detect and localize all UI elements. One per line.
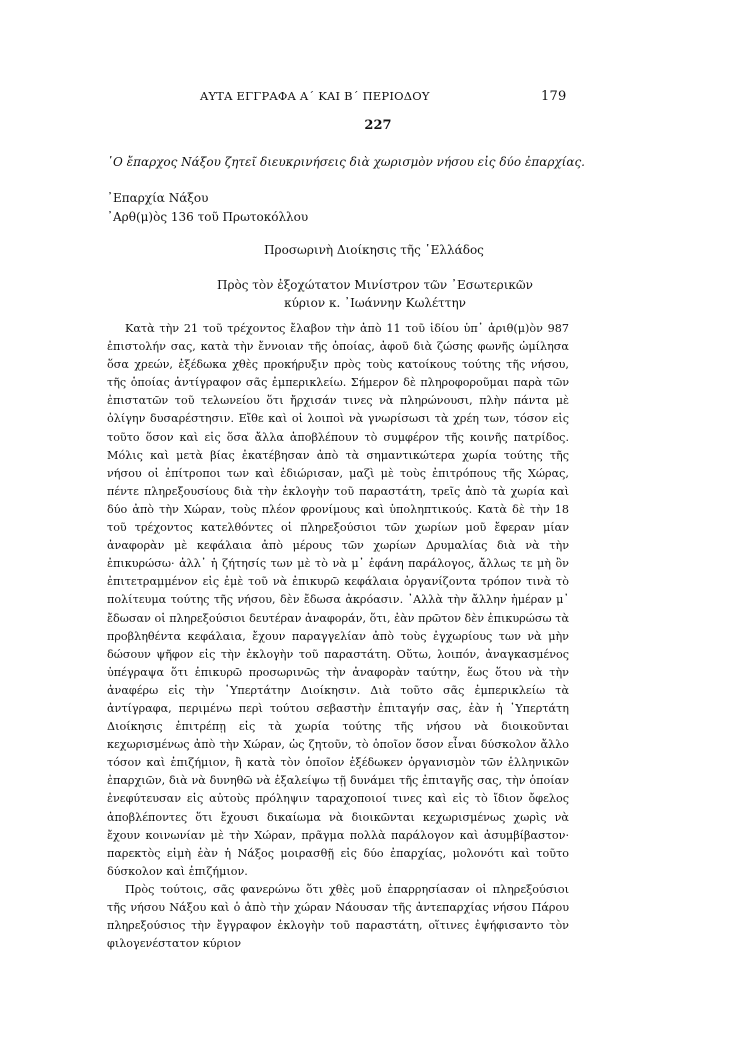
document-summary: ῾Ο ἔπαρχος Νάξου ζητεῖ διευκρινήσεις διὰ χωρισμὸν νήσου εἰς δύο ἐπαρχίας. xyxy=(107,155,585,169)
addressee-block xyxy=(0,276,744,312)
letter-header xyxy=(107,189,308,227)
header-line: ᾿Επαρχία Νάξου xyxy=(107,191,209,205)
body-paragraph: Κατὰ τὴν 21 τοῦ τρέχοντος ἔλαβον τὴν ἀπὸ 11 τοῦ ἰδίου ὑπ᾿ ἀριθ(μ)ὸν 987 ἐπιστολήν σας, κατὰ τὴν ἔννοιαν τῆς ὁποίας, ἀφοῦ διὰ ζώσης φωνῆς ὡμίλησα ὅσα χρεών, ἐξέδωκα χθὲς προκήρυξιν πρὸς τοὺς κατοίκους τούτης τῆς νήσου, τῆς ὁποίας ἀντίγραφον σᾶς ἐμπερικλείω. Σήμερον δὲ πληροφοροῦμαι παρὰ τῶν ἐπιστατῶν τοῦ τελωνείου ὅτι ἤρχισάν τινες νὰ πληρώνουσι, πλὴν πάντα μὲ ὀλίγην δυσαρέστησιν. Εἴθε καὶ οἱ λοιποὶ νὰ γνωρίσωσι τὰ χρέη των, τόσον εἰς τοῦτο ὅσον καὶ εἰς ὅσα ἄλλα ἀποβλέπουν τὸ συμφέρον τῆς κοινῆς πατρίδος. Μόλις καὶ μετὰ βίας ἐκατέβησαν ἀπὸ τὰ σημαντικώτερα χωρία τούτης τῆς νήσου οἱ ἐπίτροποι των καὶ ἐδιώρισαν, μαζὶ μὲ τοὺς ἐπιτρόπους τῆς Χώρας, πέντε πληρεξουσίους διὰ τὴν ἐκλογὴν τοῦ παραστάτη, τρεῖς ἀπὸ τὰ χωρία καὶ δύο ἀπὸ τὴν Χώραν, τοὺς πλέον φρονίμους καὶ ὑποληπτικούς. Κατὰ δὲ τὴν 18 τοῦ τρέχοντος κατελθόντες οἱ πληρεξούσιοι τῶν χωρίων μοῦ ἔφεραν μίαν ἀναφορὰν μὲ κεφάλαια ἀπὸ μέρους τῶν χωρίων Δρυμαλίας διὰ νὰ τὴν ἐπικυρώσω· ἀλλ᾿ ἡ ζήτησίς των μὲ τὸ νὰ μ᾿ ἐφάνη παράλογος, ἄλλως τε μὴ ὂν ἐπιτετραμμένον εἰς ἐμὲ τοῦ νὰ ἐπικυρῶ κεφάλαια ὀργανίζοντα τρόπον τινὰ τὸ πολίτευμα τούτης τῆς νήσου, δὲν ἔδωσα ἀκρόασιν. ᾿Αλλὰ τὴν ἄλλην ἡμέραν μ᾿ ἔδωσαν οἱ πληρεξούσιοι δευτέραν ἀναφοράν, ὅτι, ἐὰν πρῶτον δὲν ἐπικυρώσω τὰ προβληθέντα κεφάλαια, ἔχουν παραγγελίαν ἀπὸ τοὺς ἐγχωρίους των νὰ μὴν δώσουν ψῆφον εἰς τὴν ἐκλογὴν τοῦ παραστάτη. Οὕτω, λοιπόν, ἀναγκασμένος ὑπέγραψα ὅτι ἐπικυρῶ προσωρινῶς τὴν ἀναφορὰν ταύτην, ἕως ὅτου νὰ τὴν ἀναφέρω εἰς τὴν ῾Υπερτάτην Διοίκησιν. Διὰ τοῦτο σᾶς ἐμπερικλείω τὰ ἀντίγραφα, περιμένω περὶ τούτου σεβαστὴν ἐπιταγήν σας, ἐὰν ἡ ῾Υπερτάτη Διοίκησις ἐπιτρέπῃ εἰς τὰ χωρία τούτης τῆς νήσου νὰ διοικοῦνται κεχωρισμένως ἀπὸ τὴν Χώραν, ὡς ζητοῦν, τὸ ὁποῖον ὅσον εἶναι δύσκολον ἄλλο τόσον καὶ ἐπιζήμιον, ἢ κατὰ τὸν ὁποῖον ἐξέδωκεν ὀργανισμὸν τῶν ἑλληνικῶν ἐπαρχιῶν, διὰ νὰ δυνηθῶ νὰ ἐξαλείψω τῇ δυνάμει τῆς ἐπιταγῆς σας, τὴν ὁποίαν ἐνεφύτευσαν εἰς αὐτοὺς πρόληψιν ταραχοποιοί τινες καὶ εἰς τὸ ἴδιον ὄφελος ἀποβλέποντες ὅτι ἔχουσι δικαίωμα νὰ διοικῶνται κεχωρισμένως χωρὶς νὰ ἔχουν κοινωνίαν μὲ τὴν Χώραν, πρᾶγμα πολλὰ παράλογον καὶ ἀσυμβίβαστον· παρεκτὸς εἰμὴ ἐὰν ἡ Νάξος μοιρασθῇ εἰς δύο ἐπαρχίας, μολονότι καὶ τοῦτο δύσκολον καὶ ἐπιζήμιον. xyxy=(107,322,569,878)
letter-body xyxy=(107,320,569,953)
document-number: 227 xyxy=(364,118,392,133)
header-line: ᾿Αρθ(μ)ὸς 136 τοῦ Πρωτοκόλλου xyxy=(107,210,309,224)
page-number: 179 xyxy=(541,89,567,104)
running-title: ΑΥΤΑ ΕΓΓΡΑΦΑ Α΄ ΚΑΙ Β΄ ΠΕΡΙΟΔΟΥ xyxy=(200,89,430,103)
addressee-line: κύριον κ. ᾿Ιωάννην Κωλέττην xyxy=(284,296,466,310)
issuer-line: Προσωρινὴ Διοίκησις τῆς ῾Ελλάδος xyxy=(264,243,484,257)
body-paragraph: Πρὸς τούτοις, σᾶς φανερώνω ὅτι χθὲς μοῦ ἐπαρρησίασαν οἱ πληρεξούσιοι τῆς νήσου Νάξου καὶ ὁ ἀπὸ τὴν χώραν Νάουσαν τῆς ἀντεπαρχίας νήσου Πάρου πληρεξούσιος τὴν ἔγγραφον ἐκλογὴν τοῦ παραστάτη, οἵτινες ἐψήφισαντο τὸν φιλογενέστατον κύριον xyxy=(107,882,569,951)
addressee-line: Πρὸς τὸν ἐξοχώτατον Μινίστρον τῶν ᾿Εσωτερικῶν xyxy=(217,278,533,292)
